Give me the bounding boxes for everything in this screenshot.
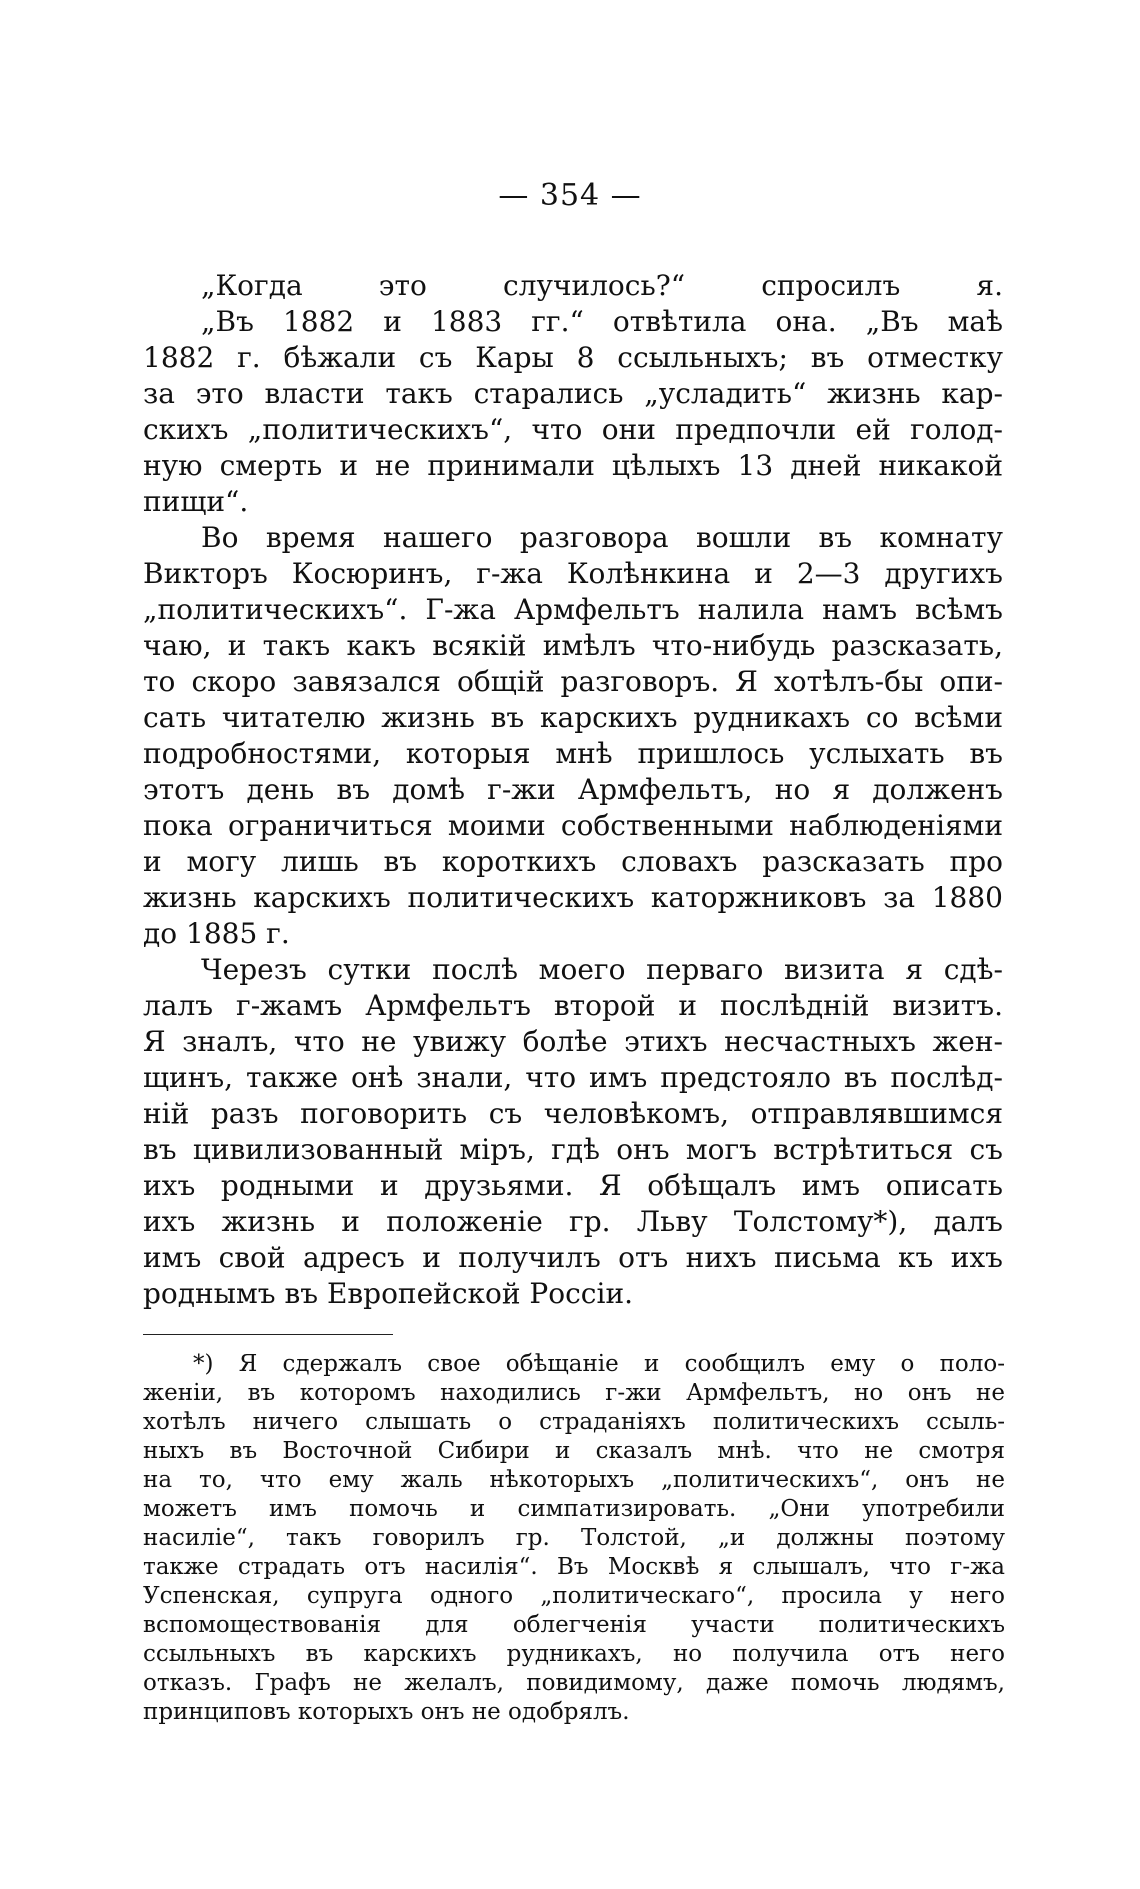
footnote-line: вспомоществованія для облегченія участи политическихъ xyxy=(143,1612,1005,1638)
text-line: и могу лишь въ короткихъ словахъ разсказать про xyxy=(143,845,1003,878)
text-line: роднымъ въ Европейской Россіи. xyxy=(143,1277,633,1310)
page-number: — 354 — xyxy=(498,178,642,213)
footnote-line: хотѣлъ ничего слышать о страданіяхъ политическихъ ссыль- xyxy=(143,1409,1005,1435)
footnote-line: на то, что ему жаль нѣкоторыхъ „политическихъ“, онъ не xyxy=(143,1467,1005,1493)
text-line: пищи“. xyxy=(143,485,249,518)
footnote-line: также страдать отъ насилія“. Въ Москвѣ я слышалъ, что г-жа xyxy=(143,1554,1005,1580)
text-line: ній разъ поговорить съ человѣкомъ, отправлявшимся xyxy=(143,1097,1003,1130)
main-text xyxy=(143,268,1003,1312)
text-line: за это власти такъ старались „усладить“ жизнь кар- xyxy=(143,377,1003,410)
footnote-line: женіи, въ которомъ находились г-жи Армфельтъ, но онъ не xyxy=(143,1380,1005,1406)
text-line: „Въ 1882 и 1883 гг.“ отвѣтила она. „Въ маѣ xyxy=(201,305,1003,338)
text-line: до 1885 г. xyxy=(143,917,290,950)
footnote-divider xyxy=(143,1334,393,1335)
text-line: Черезъ сутки послѣ моего перваго визита я сдѣ- xyxy=(201,953,1003,986)
footnote-line: ссыльныхъ въ карскихъ рудникахъ, но получила отъ него xyxy=(143,1641,1005,1667)
text-line: Викторъ Косюринъ, г-жа Колѣнкина и 2—3 другихъ xyxy=(143,557,1003,590)
footnote-line: принциповъ которыхъ онъ не одобрялъ. xyxy=(143,1699,630,1725)
text-line: „Когда это случилось?“ спросилъ я. xyxy=(201,269,1003,302)
text-line: сать читателю жизнь въ карскихъ рудникахъ со всѣми xyxy=(143,701,1003,734)
text-line: чаю, и такъ какъ всякій имѣлъ что-нибудь разсказать, xyxy=(143,629,1003,662)
text-line: то скоро завязался общій разговоръ. Я хотѣлъ-бы опи- xyxy=(143,665,1003,698)
text-line: Я зналъ, что не увижу болѣе этихъ несчастныхъ жен- xyxy=(143,1025,1003,1058)
text-line: „политическихъ“. Г-жа Армфельтъ налила намъ всѣмъ xyxy=(143,593,1003,626)
text-line: въ цивилизованный міръ, гдѣ онъ могъ встрѣтиться съ xyxy=(143,1133,1003,1166)
text-line: жизнь карскихъ политическихъ каторжниковъ за 1880 xyxy=(143,881,1003,914)
footnote-line: насиліе“, такъ говорилъ гр. Толстой, „и должны поэтому xyxy=(143,1525,1005,1551)
text-line: лалъ г-жамъ Армфельтъ второй и послѣдній визитъ. xyxy=(143,989,1003,1022)
footnote-line: Успенская, супруга одного „политическаго“, просила у него xyxy=(143,1583,1005,1609)
footnote-line: отказъ. Графъ не желалъ, повидимому, даже помочь людямъ, xyxy=(143,1670,1005,1696)
footnote-line: *) Я сдержалъ свое обѣщаніе и сообщилъ ему о поло- xyxy=(193,1351,1005,1377)
text-line: ихъ жизнь и положеніе гр. Льву Толстому*), далъ xyxy=(143,1205,1003,1238)
text-line: этотъ день въ домѣ г-жи Армфельтъ, но я долженъ xyxy=(143,773,1003,806)
text-line: скихъ „политическихъ“, что они предпочли ей голод- xyxy=(143,413,1003,446)
footnote xyxy=(143,1350,1005,1727)
text-line: ную смерть и не принимали цѣлыхъ 13 дней никакой xyxy=(143,449,1003,482)
text-line: пока ограничиться моими собственными наблюденіями xyxy=(143,809,1003,842)
text-line: Во время нашего разговора вошли въ комнату xyxy=(201,521,1003,554)
text-line: подробностями, которыя мнѣ пришлось услыхать въ xyxy=(143,737,1003,770)
footnote-line: ныхъ въ Восточной Сибири и сказалъ мнѣ. что не смотря xyxy=(143,1438,1005,1464)
text-line: 1882 г. бѣжали съ Кары 8 ссыльныхъ; въ отместку xyxy=(143,341,1003,374)
text-line: имъ свой адресъ и получилъ отъ нихъ письма къ ихъ xyxy=(143,1241,1003,1274)
text-line: ихъ родными и друзьями. Я обѣщалъ имъ описать xyxy=(143,1169,1003,1202)
text-line: щинъ, также онѣ знали, что имъ предстояло въ послѣд- xyxy=(143,1061,1003,1094)
footnote-line: можетъ имъ помочь и симпатизировать. „Они употребили xyxy=(143,1496,1005,1522)
